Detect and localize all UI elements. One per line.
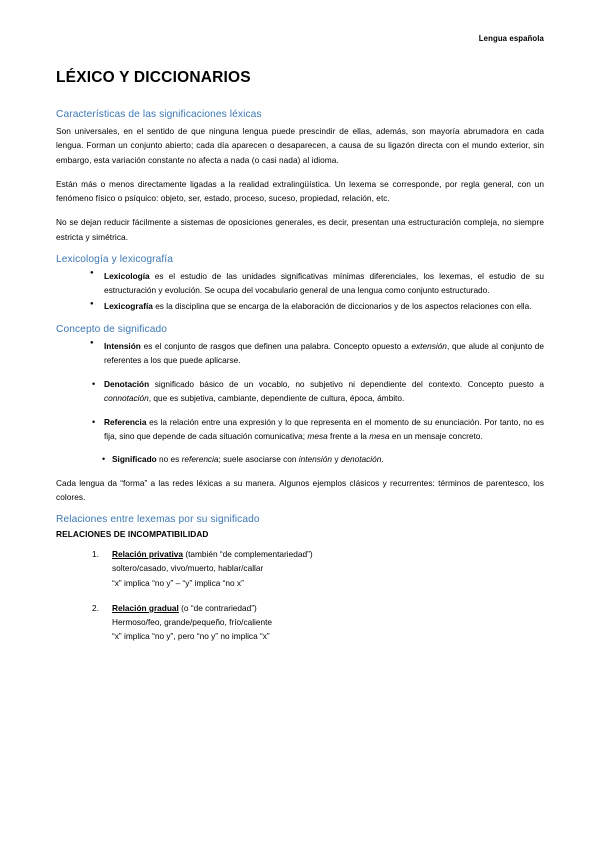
relacion-privativa-subtitle: (también “de complementariedad”) bbox=[183, 549, 313, 560]
definition-referencia-part2: frente a la bbox=[327, 430, 370, 441]
paragraph-forma-redes-lexicas: Cada lengua da “forma” a las redes léxicas a su manera. Algunos ejemplos clásicos y recurrentes: términos de parentesco, los colores. bbox=[56, 477, 544, 502]
term-denotacion-ital: denotación bbox=[340, 454, 382, 465]
section-heading-relaciones: Relaciones entre lexemas por su significado bbox=[56, 514, 260, 526]
definition-significado-part1: no es bbox=[156, 454, 182, 465]
term-denotacion: Denotación bbox=[104, 379, 150, 390]
term-extension: extensión bbox=[411, 340, 447, 351]
section-heading-concepto-significado: Concepto de significado bbox=[56, 323, 168, 335]
relacion-gradual-title-line bbox=[112, 601, 544, 615]
subbullet-denotacion bbox=[56, 377, 544, 406]
term-intension: Intensión bbox=[104, 340, 141, 351]
definition-lexicologia: es el estudio de las unidades significativas mínimas diferenciales, los lexemas, el estudio de su estructuración y evolución. Se ocupa del vocabulario general de una lengua como conjunto estructurado. bbox=[104, 270, 544, 296]
section-heading-lexicologia: Lexicología y lexicografía bbox=[56, 253, 173, 265]
section-heading-caracteristicas: Características de las significaciones léxicas bbox=[56, 109, 262, 120]
term-relacion-gradual: Relación gradual bbox=[112, 602, 179, 613]
definition-referencia-part1: es la relación entre una expresión y lo que representa en el momento de su enunciación. Por tanto, no es fija, sino que depende de cada situación comunicativa; bbox=[104, 416, 544, 441]
relacion-gradual-subtitle: (o “de contrariedad”) bbox=[178, 602, 257, 613]
subbullet-referencia bbox=[56, 415, 544, 444]
term-intension-ital: intensión bbox=[298, 454, 333, 465]
definition-intension-part2: , que alude al conjunto de referentes a los que puede aplicarse. bbox=[104, 340, 545, 365]
list-item bbox=[112, 547, 544, 590]
subbullet-significado bbox=[56, 452, 544, 466]
definition-intension-part1: es el conjunto de rasgos que definen una palabra. Concepto opuesto a bbox=[140, 340, 412, 351]
definition-referencia-part3: en un mensaje concreto. bbox=[389, 430, 483, 441]
list-item bbox=[90, 339, 544, 368]
term-lexicografia: Lexicografía bbox=[104, 301, 153, 312]
example-mesa-1: mesa bbox=[307, 430, 328, 441]
list-intension bbox=[56, 339, 544, 368]
definition-significado-part4: . bbox=[381, 454, 384, 465]
list-relaciones bbox=[56, 547, 544, 644]
definition-denotacion-part1: significado básico de un vocablo, no subjetivo ni dependiente del contexto. Concepto puesto a bbox=[149, 379, 544, 390]
definition-significado-part3: y bbox=[332, 454, 341, 465]
list-lexicologia bbox=[56, 269, 544, 314]
term-referencia: Referencia bbox=[104, 416, 147, 427]
list-item bbox=[90, 299, 544, 313]
relacion-privativa-examples: soltero/casado, vivo/muerto, hablar/callar bbox=[112, 563, 264, 574]
term-significado: Significado bbox=[112, 454, 157, 465]
relacion-privativa-title-line bbox=[112, 547, 544, 561]
subheading-incompatibilidad: RELACIONES DE INCOMPATIBILIDAD bbox=[56, 529, 209, 540]
list-item bbox=[112, 601, 544, 644]
relacion-privativa-formula: “x” implica “no y” – “y” implica “no x” bbox=[112, 577, 244, 588]
paragraph-realidad-extralinguistica: Están más o menos directamente ligadas a la realidad extralingüística. Un lexema se corresponde, por regla general, con un fenómeno físico o psíquico: objeto, ser, estado, proceso, suceso, propiedad, relación, etc. bbox=[56, 178, 544, 204]
paragraph-universales: Son universales, en el sentido de que ninguna lengua puede prescindir de ellas, además, son mayoría abrumadora en cada lengua. Forman un conjunto abierto; cada día aparecen o desaparecen, a causa de su ligazón directa con el mundo exterior, sin embargo, esta variación constante no afecta a nada (o casi nada) al idioma. bbox=[56, 126, 544, 165]
page-title: LÉXICO Y DICCIONARIOS bbox=[56, 69, 251, 86]
term-connotacion: connotación bbox=[104, 393, 149, 404]
definition-denotacion-part2: , que es subjetiva, cambiante, dependiente de cultura, época, ámbito. bbox=[148, 393, 405, 404]
paragraph-estructuracion-compleja: No se dejan reducir fácilmente a sistemas de oposiciones generales, es decir, presentan una estructuración compleja, no siempre estricta y simétrica. bbox=[56, 217, 544, 242]
term-relacion-privativa: Relación privativa bbox=[112, 549, 184, 560]
term-lexicologia: Lexicología bbox=[104, 270, 150, 281]
relacion-gradual-formula: “x” implica “no y”, pero “no y” no implica “x” bbox=[112, 631, 270, 642]
definition-significado-part2: ; suele asociarse con bbox=[218, 454, 299, 465]
example-mesa-2: mesa bbox=[369, 430, 390, 441]
list-item bbox=[90, 269, 544, 298]
term-referencia-ital: referencia bbox=[181, 454, 219, 465]
definition-lexicografia: es la disciplina que se encarga de la elaboración de diccionarios y de los aspectos relaciones con ella. bbox=[152, 301, 532, 312]
running-head: Lengua española bbox=[478, 34, 544, 43]
relacion-gradual-examples: Hermoso/feo, grande/pequeño, frío/caliente bbox=[112, 617, 273, 628]
